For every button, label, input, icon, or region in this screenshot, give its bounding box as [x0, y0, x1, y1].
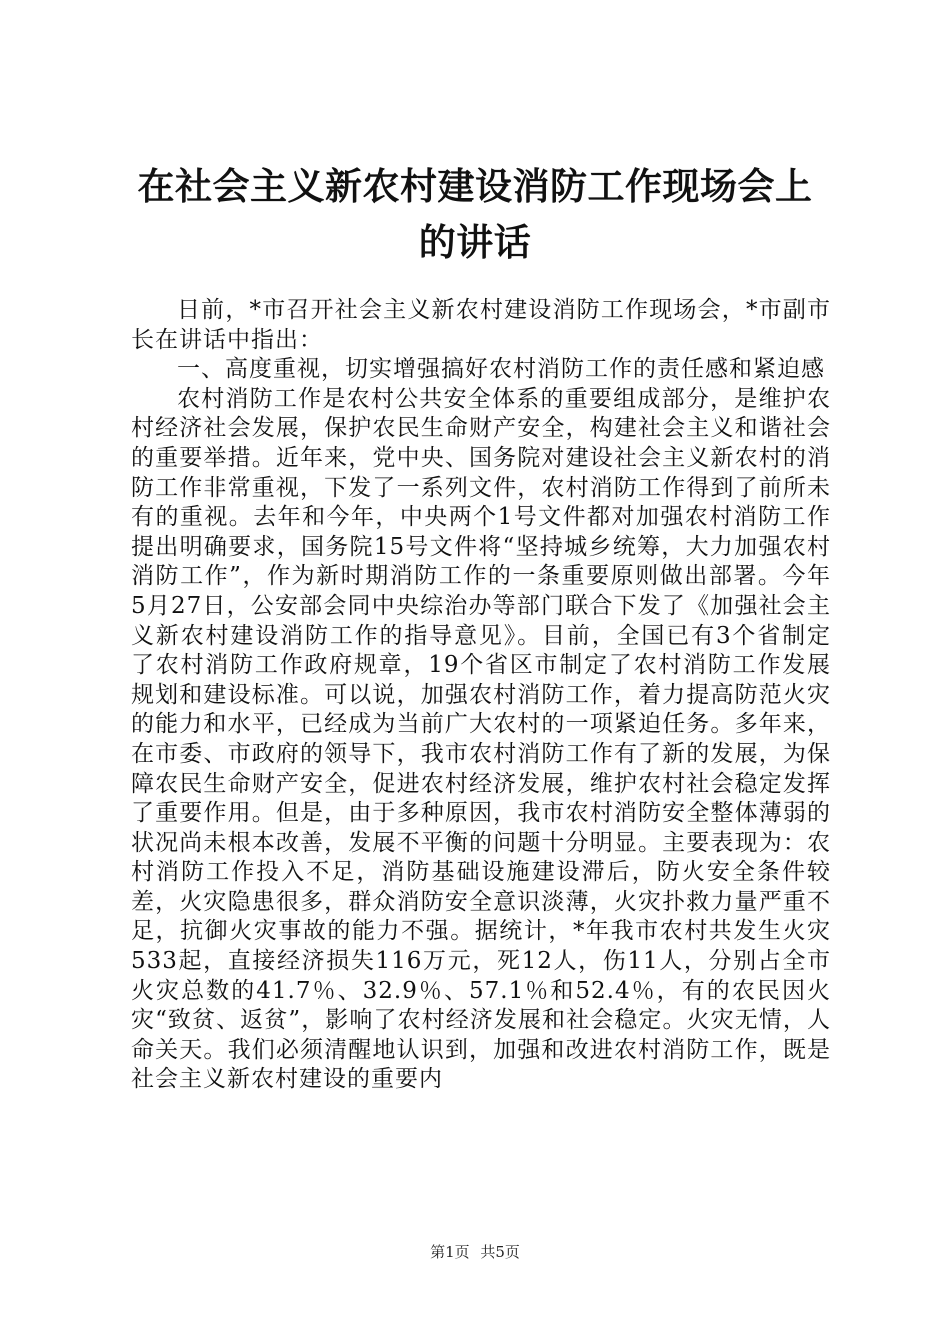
document-body [131, 296, 831, 1095]
document-title: 在社会主义新农村建设消防工作现场会上的讲话 [137, 164, 813, 264]
page-total: 共5页 [480, 1243, 520, 1261]
paragraph-intro: 日前，*市召开社会主义新农村建设消防工作现场会，*市副市长在讲话中指出： [131, 297, 831, 353]
page-number: 第1页 [430, 1243, 470, 1261]
paragraph-body: 农村消防工作是农村公共安全体系的重要组成部分，是维护农村经济社会发展，保护农民生命财产安全，构建社会主义和谐社会的重要举措。近年来，党中央、国务院对建设社会主义新农村的消防工作非常重视，下发了一系列文件，农村消防工作得到了前所未有的重视。去年和今年，中央两个1号文件都对加强农村消防工作提出明确要求，国务院15号文件将“坚持城乡统筹，大力加强农村消防工作”，作为新时期消防工作的一条重要原则做出部署。今年5月27日，公安部会同中央综治办等部门联合下发了《加强社会主义新农村建设消防工作的指导意见》。目前，全国已有3个省制定了农村消防工作政府规章，19个省区市制定了农村消防工作发展规划和建设标准。可以说，加强农村消防工作，着力提高防范火灾的能力和水平，已经成为当前广大农村的一项紧迫任务。多年来，在市委、市政府的领导下，我市农村消防工作有了新的发展，为保障农民生命财产安全，促进农村经济发展，维护农村社会稳定发挥了重要作用。但是，由于多种原因，我市农村消防安全整体薄弱的状况尚未根本改善，发展不平衡的问题十分明显。主要表现为：农村消防工作投入不足，消防基础设施建设滞后，防火安全条件较差，火灾隐患很多，群众消防安全意识淡薄，火灾扑救力量严重不足，抗御火灾事故的能力不强。据统计，*年我市农村共发生火灾533起，直接经济损失116万元，死12人，伤11人，分别占全市火灾总数的41.7％、32.9％、57.1％和52.4％，有的农民因火灾“致贫、返贫”，影响了农村经济发展和社会稳定。火灾无情，人命关天。我们必须清醒地认识到，加强和改进农村消防工作，既是社会主义新农村建设的重要内 [131, 385, 831, 1093]
page-footer [0, 1241, 950, 1262]
section-heading-1: 一、高度重视，切实增强搞好农村消防工作的责任感和紧迫感 [177, 356, 825, 383]
